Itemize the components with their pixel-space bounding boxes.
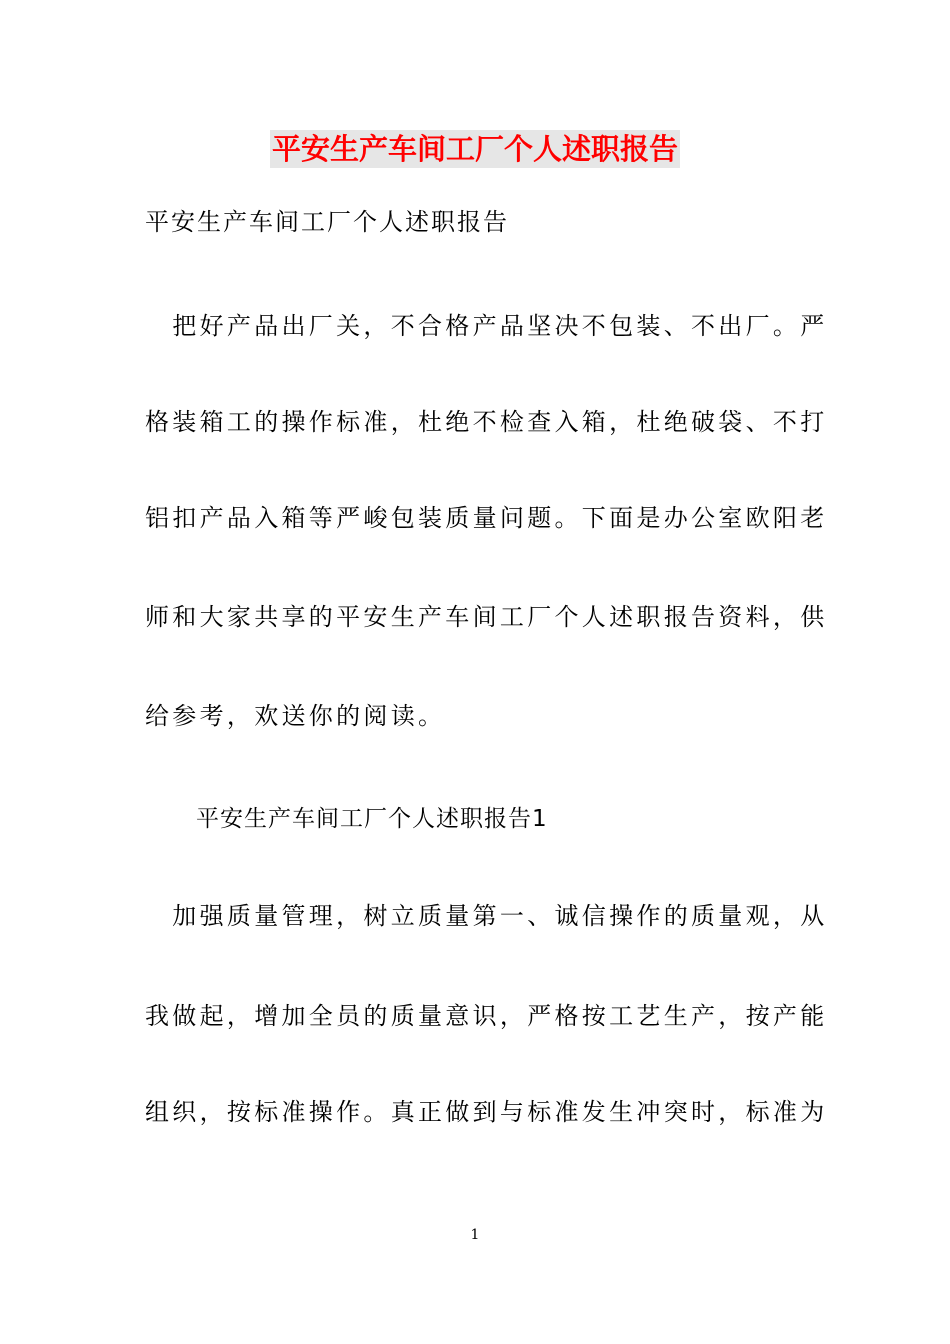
document-subtitle: 平安生产车间工厂个人述职报告: [145, 208, 509, 236]
intro-line-1: 把好产品出厂关，不合格产品坚决不包装、不出厂。严: [145, 312, 828, 340]
section-line-1: 加强质量管理，树立质量第一、诚信操作的质量观，从: [145, 902, 828, 930]
section-line-2: 我做起，增加全员的质量意识，严格按工艺生产，按产能: [145, 1002, 828, 1030]
section-heading: 平安生产车间工厂个人述职报告1: [196, 806, 548, 832]
document-title: 平安生产车间工厂个人述职报告: [271, 132, 678, 166]
title-container: [0, 130, 950, 168]
intro-line-4: 师和大家共享的平安生产车间工厂个人述职报告资料，供: [145, 603, 828, 631]
intro-line-5: 给参考，欢送你的阅读。: [145, 702, 446, 730]
intro-line-3: 铝扣产品入箱等严峻包装质量问题。下面是办公室欧阳老: [145, 504, 828, 532]
page-number: 1: [470, 1227, 480, 1243]
section-line-3: 组织，按标准操作。真正做到与标准发生冲突时，标准为: [145, 1098, 828, 1126]
intro-line-2: 格装箱工的操作标准，杜绝不检查入箱，杜绝破袋、不打: [145, 408, 828, 436]
